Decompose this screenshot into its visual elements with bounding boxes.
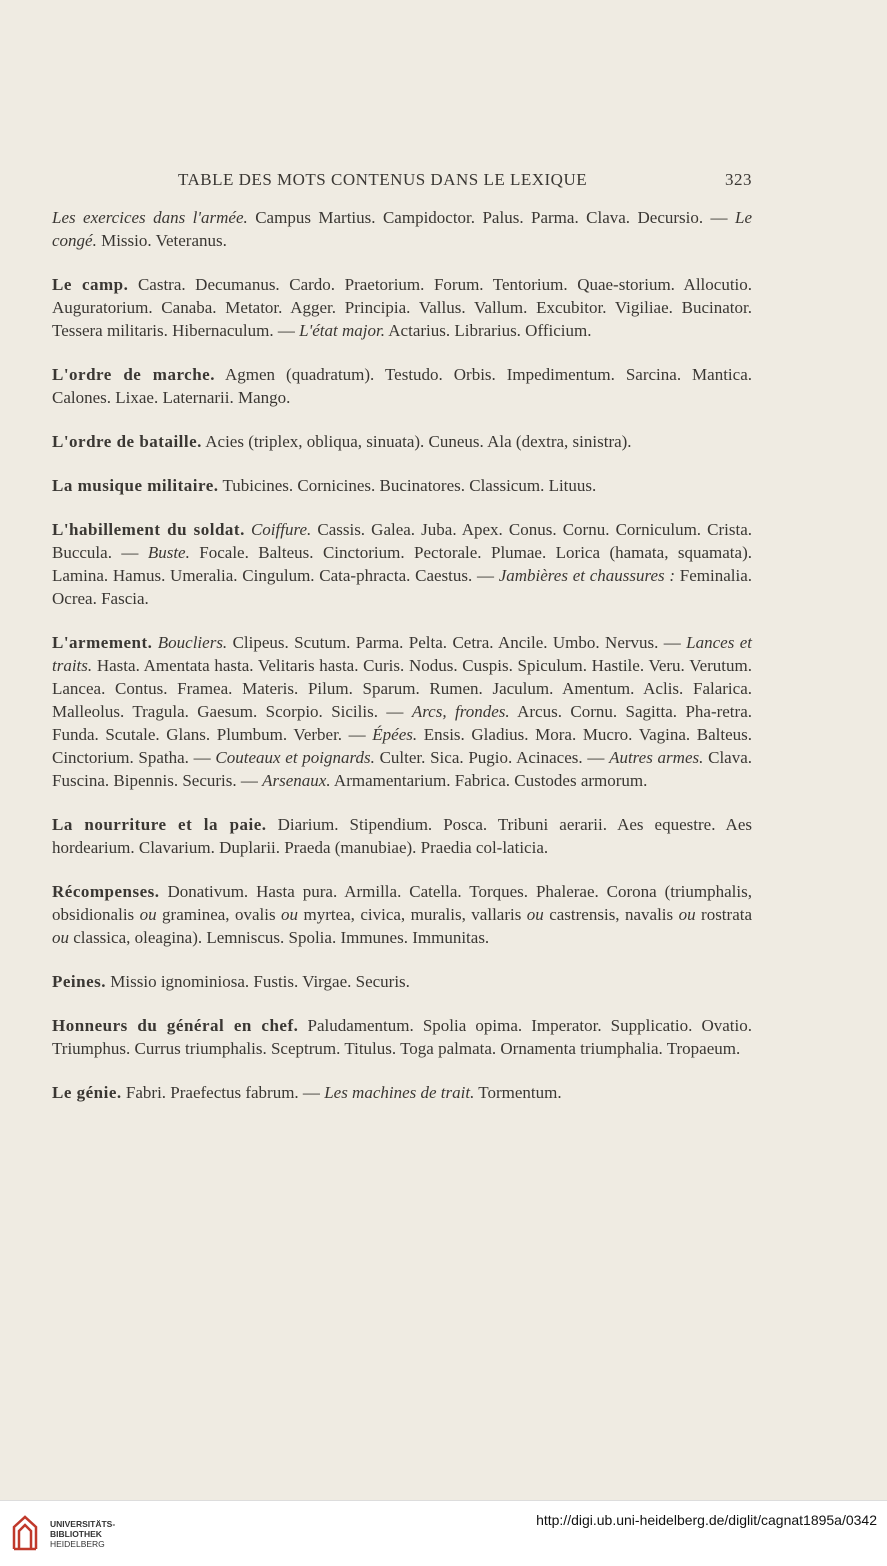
section-heading: Le camp. (52, 275, 129, 294)
term-list: Ensis. Gladius. Mora. Mucro. Vagina. Balteus. Cinctorium. Spatha. — (52, 725, 752, 767)
term-list: Diarium. Stipendium. Posca. Tribuni aerarii. Aes equestre. Aes hordearium. Clavarium. Duplarii. Praeda (manubiae). Praedia col-laticia. (52, 815, 752, 857)
italic-subheading: Lances et traits. (52, 633, 752, 675)
italic-subheading: Le congé. (52, 208, 753, 250)
section-heading: L'habillement du soldat. (52, 520, 245, 539)
italic-subheading: Autres armes. (609, 748, 704, 767)
section-heading: Honneurs du général en chef. (52, 1016, 299, 1035)
footer-bar (0, 1500, 887, 1566)
lexicon-paragraph (52, 518, 752, 610)
section-heading: Peines. (52, 972, 107, 991)
term-list: Missio ignominiosa. Fustis. Virgae. Securis. (106, 972, 410, 991)
lexicon-paragraph (52, 430, 752, 453)
term-list: Focale. Balteus. Cinctorium. Pectorale. Plumae. Lorica (hamata, squamata). Lamina. Hamus. Umeralia. Cingulum. Cata-phracta. Caestus. — (52, 543, 752, 585)
page-title: TABLE DES MOTS CONTENUS DANS LE LEXIQUE (178, 170, 588, 189)
term-list: Cassis. Galea. Juba. Apex. Conus. Cornu. Corniculum. Crista. Buccula. — (52, 520, 753, 562)
italic-subheading: Les machines de trait. (324, 1083, 475, 1102)
term-list: Hasta. Amentata hasta. Velitaris hasta. Curis. Nodus. Cuspis. Spiculum. Hastile. Veru. Verutum. Lancea. Contus. Framea. Materis. Pilum. Sparum. Rumen. Jaculum. Amentum. Aclis. Falarica. Malleolus. Tragula. Gaesum. Scorpio. Sicilis. — (52, 656, 752, 721)
lexicon-paragraph (52, 1081, 752, 1104)
section-heading: L'ordre de marche. (52, 365, 215, 384)
library-line2: BIBLIOTHEK (50, 1529, 102, 1539)
lexicon-paragraph (52, 631, 752, 792)
term-list: Tormentum. (474, 1083, 562, 1102)
section-heading: La musique militaire. (52, 476, 219, 495)
term-list: rostrata (695, 905, 753, 924)
term-list: Fabri. Praefectus fabrum. — (121, 1083, 325, 1102)
italic-subheading: Couteaux et poignards. (215, 748, 375, 767)
lexicon-table-body (52, 206, 752, 1125)
term-list: graminea, ovalis (156, 905, 282, 924)
italic-subheading: ou (281, 905, 299, 924)
lexicon-paragraph (52, 363, 752, 409)
term-list: Missio. Veteranus. (96, 231, 227, 250)
lexicon-paragraph (52, 813, 752, 859)
term-list: classica, oleagina). Lemniscus. Spolia. Immunes. Immunitas. (69, 928, 490, 947)
term-list: castrensis, navalis (543, 905, 679, 924)
term-list: Clava. Fuscina. Bipennis. Securis. — (52, 748, 753, 790)
term-list: Acies (triplex, obliqua, sinuata). Cuneus. Ala (dextra, sinistra). (201, 432, 632, 451)
library-line1: UNIVERSITÄTS- (50, 1519, 116, 1529)
library-logo-icon[interactable] (10, 1513, 40, 1553)
term-list: Castra. Decumanus. Cardo. Praetorium. Forum. Tentorium. Quae-storium. Allocutio. Auguratorium. Canaba. Metator. Agger. Principia. Vallus. Vallum. Excubitor. Vigiliae. Bucinator. Tessera militaris. Hibernaculum. — (52, 275, 753, 340)
lexicon-paragraph (52, 970, 752, 993)
italic-subheading: Arcs, frondes. (411, 702, 510, 721)
section-heading: La nourriture et la paie. (52, 815, 267, 834)
term-list: Arcus. Cornu. Sagitta. Pha-retra. Funda. Scutale. Glans. Plumbum. Verber. — (52, 702, 752, 744)
term-list: Donativum. Hasta pura. Armilla. Catella. Torques. Phalerae. Corona (triumphalis, obsidionalis (52, 882, 752, 924)
italic-subheading: L'état major. (299, 321, 385, 340)
lexicon-paragraph (52, 474, 752, 497)
italic-subheading: ou (52, 928, 69, 947)
italic-subheading: Jambières et chaussures : (498, 566, 676, 585)
italic-subheading: ou (526, 905, 544, 924)
term-list: Armamentarium. Fabrica. Custodes armorum. (330, 771, 648, 790)
italic-subheading: ou (678, 905, 696, 924)
italic-subheading: Coiffure. (250, 520, 312, 539)
term-list: Tubicines. Cornicines. Bucinatores. Classicum. Lituus. (218, 476, 597, 495)
section-heading: L'armement. (52, 633, 153, 652)
library-name (50, 1519, 115, 1549)
lexicon-paragraph (52, 880, 752, 949)
term-list: Clipeus. Scutum. Parma. Pelta. Cetra. Ancile. Umbo. Nervus. — (227, 633, 687, 652)
italic-subheading: Buste. (147, 543, 190, 562)
term-list: Actarius. Librarius. Officium. (384, 321, 592, 340)
italic-subheading: Boucliers. (157, 633, 228, 652)
section-heading: Le génie. (52, 1083, 122, 1102)
italic-subheading: Épées. (372, 725, 418, 744)
term-list: Feminalia. Ocrea. Fascia. (52, 566, 753, 608)
term-list: myrtea, civica, muralis, vallaris (298, 905, 527, 924)
italic-subheading: ou (139, 905, 157, 924)
section-heading: Récompenses. (52, 882, 160, 901)
page-number: 323 (725, 170, 752, 189)
term-list: Culter. Sica. Pugio. Acinaces. — (374, 748, 610, 767)
library-line3: HEIDELBERG (50, 1539, 105, 1549)
permalink-url[interactable]: http://digi.ub.uni-heidelberg.de/diglit/cagnat1895a/0342 (536, 1512, 877, 1528)
section-heading: L'ordre de bataille. (52, 432, 202, 451)
lexicon-paragraph (52, 1014, 752, 1060)
term-list: Agmen (quadratum). Testudo. Orbis. Impedimentum. Sarcina. Mantica. Calones. Lixae. Laternarii. Mango. (52, 365, 752, 407)
italic-subheading: Arsenaux. (262, 771, 331, 790)
italic-subheading: Les exercices dans l'armée. (52, 208, 248, 227)
term-list: Campus Martius. Campidoctor. Palus. Parma. Clava. Decursio. — (247, 208, 736, 227)
lexicon-paragraph (52, 206, 752, 252)
term-list: Paludamentum. Spolia opima. Imperator. Supplicatio. Ovatio. Triumphus. Currus triumphalis. Sceptrum. Titulus. Toga palmata. Ornamenta triumphalia. Tropaeum. (52, 1016, 752, 1058)
lexicon-paragraph (52, 273, 752, 342)
